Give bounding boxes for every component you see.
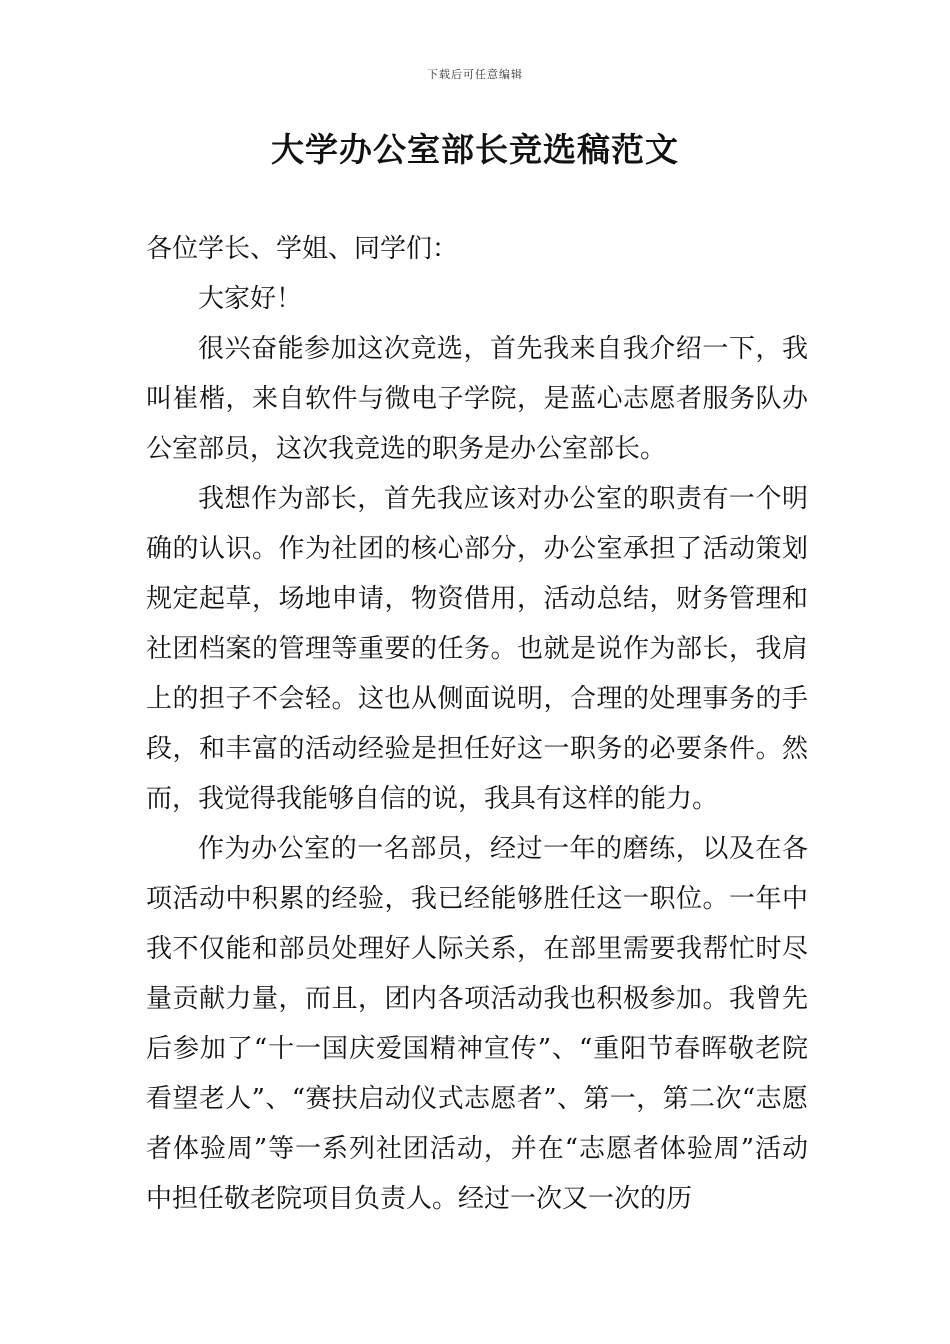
salutation: 各位学长、学姐、同学们： xyxy=(146,234,459,264)
paragraph-intro: 很兴奋能参加这次竞选，首先我来自我介绍一下，我叫崔楷，来自软件与微电子学院，是蓝心志愿者服务队办公室部员，这次我竞选的职务是办公室部长。 xyxy=(146,334,808,464)
document-body xyxy=(146,224,808,1224)
paragraph-experience: 作为办公室的一名部员，经过一年的磨练，以及在各项活动中积累的经验，我已经能够胜任这一职位。一年中我不仅能和部员处理好人际关系，在部里需要我帮忙时尽量贡献力量，而且，团内各项活动我也积极参加。我曾先后参加了“十一国庆爱国精神宣传”、“重阳节春晖敬老院看望老人”、“赛扶启动仪式志愿者”、第一，第二次“志愿者体验周”等一系列社团活动，并在“志愿者体验周”活动中担任敬老院项目负责人。经过一次又一次的历 xyxy=(146,834,808,1214)
greeting: 大家好！ xyxy=(198,284,303,314)
paragraph-responsibility: 我想作为部长，首先我应该对办公室的职责有一个明确的认识。作为社团的核心部分，办公室承担了活动策划规定起草，场地申请，物资借用，活动总结，财务管理和社团档案的管理等重要的任务。也就是说作为部长，我肩上的担子不会轻。这也从侧面说明，合理的处理事务的手段，和丰富的活动经验是担任好这一职务的必要条件。然而，我觉得我能够自信的说，我具有这样的能力。 xyxy=(146,484,808,814)
document-title: 大学办公室部长竞选稿范文 xyxy=(271,130,679,169)
header-note: 下载后可任意编辑 xyxy=(427,68,523,81)
